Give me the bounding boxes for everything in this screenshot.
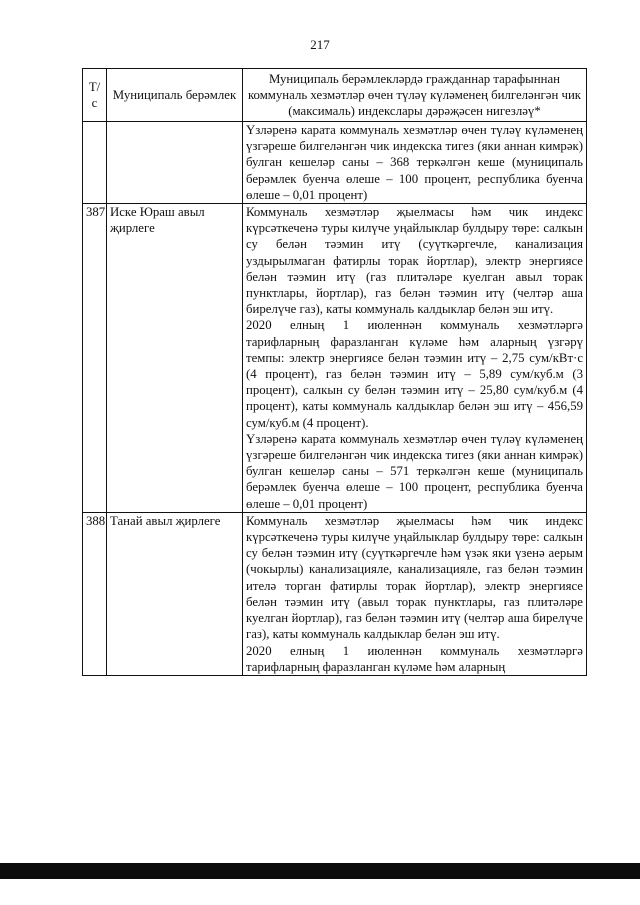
tariff-table	[82, 68, 587, 676]
table-row	[83, 122, 587, 204]
row-description	[243, 122, 587, 204]
table-row	[83, 512, 587, 675]
scan-edge-bar	[0, 863, 640, 879]
description-paragraph: 2020 елның 1 июленнән коммуналь хезмәтләргә тарифларның фаразланган күләме һәм аларның	[246, 643, 583, 674]
table-header-row	[83, 69, 587, 122]
row-description	[243, 512, 587, 675]
description-paragraph: Үзләренә карата коммуналь хезмәтләр өчен түләү күләменең үзгәреше билгеләнгән чик индекска тигез (яки аннан кимрәк) булган кешеләр саны – 368 теркәлгән кеше (муниципаль берәмлек буенча өлеше – 100 процент, республика буенча өлеше – 0,01 процент)	[246, 123, 583, 202]
table-row	[83, 204, 587, 513]
row-description	[243, 204, 587, 513]
description-paragraph: 2020 елның 1 июленнән коммуналь хезмәтләргә тарифларның фаразланган күләме һәм аларның үзгәрү темпы: электр энергиясе белән тәэмин итү – 2,75 сум/кВт·с (4 процент), газ белән тәэмин итү – 5,89 сум/куб.м (3 процент), салкын су белән тәэмин итү – 25,80 сум/куб.м (4 процент), каты коммуналь калдыклар белән эш итү – 456,59 сум/куб.м (4 процент).	[246, 318, 583, 430]
header-municipality: Муниципаль берәмлек	[107, 69, 243, 122]
row-municipality: Иске Юраш авыл җирлеге	[107, 204, 243, 513]
row-number: 388	[83, 512, 107, 675]
description-paragraph: Коммуналь хезмәтләр җыелмасы һәм чик индекс күрсәткеченә туры килүче уңайлыклар булдыру төре: салкын су белән тәэмин итү (суүткәргечле, канализация уздырылмаган фатирлы торак йортлар), электр энергиясе белән тәэмин итү (газ плитәләре куелган авыл торак пунктлары, йортлар), газ белән тәэмин итү (челтәр аша бирелүче газ), каты коммуналь калдыклар белән эш итү.	[246, 205, 583, 317]
description-paragraph: Үзләренә карата коммуналь хезмәтләр өчен түләү күләменең үзгәреше билгеләнгән чик индекска тигез (яки аннан кимрәк) булган кешеләр саны – 571 теркәлгән кеше (муниципаль берәмлек буенча өлеше – 100 процент, республика буенча өлеше – 0,01 процент)	[246, 431, 583, 511]
row-municipality: Танай авыл җирлеге	[107, 512, 243, 675]
row-number: 387	[83, 204, 107, 513]
page-number: 217	[310, 37, 330, 52]
row-number	[83, 122, 107, 204]
header-number: Т/с	[83, 69, 107, 122]
header-description: Муниципаль берәмлекләрдә гражданнар тарафыннан коммуналь хезмәтләр өчен түләү күләменең билгеләнгән чик (максималь) индекслары дәрәҗәсен нигезләү*	[243, 69, 587, 122]
row-municipality	[107, 122, 243, 204]
description-paragraph: Коммуналь хезмәтләр җыелмасы һәм чик индекс күрсәткеченә туры килүче уңайлыклар булдыру төре: салкын су белән тәэмин итү (суүткәргечле һәм үзәк яки үзенә аерым (чокырлы) канализацияле, канализацияле, газ белән тәэмин ителә торган фатирлы торак йортлар), электр энергиясе белән тәэмин итү (авыл торак пунктлары, газ плитәләре куелган йортлар), газ белән тәэмин итү (челтәр аша бирелүче газ), каты коммуналь калдыклар белән эш итү.	[246, 513, 583, 642]
